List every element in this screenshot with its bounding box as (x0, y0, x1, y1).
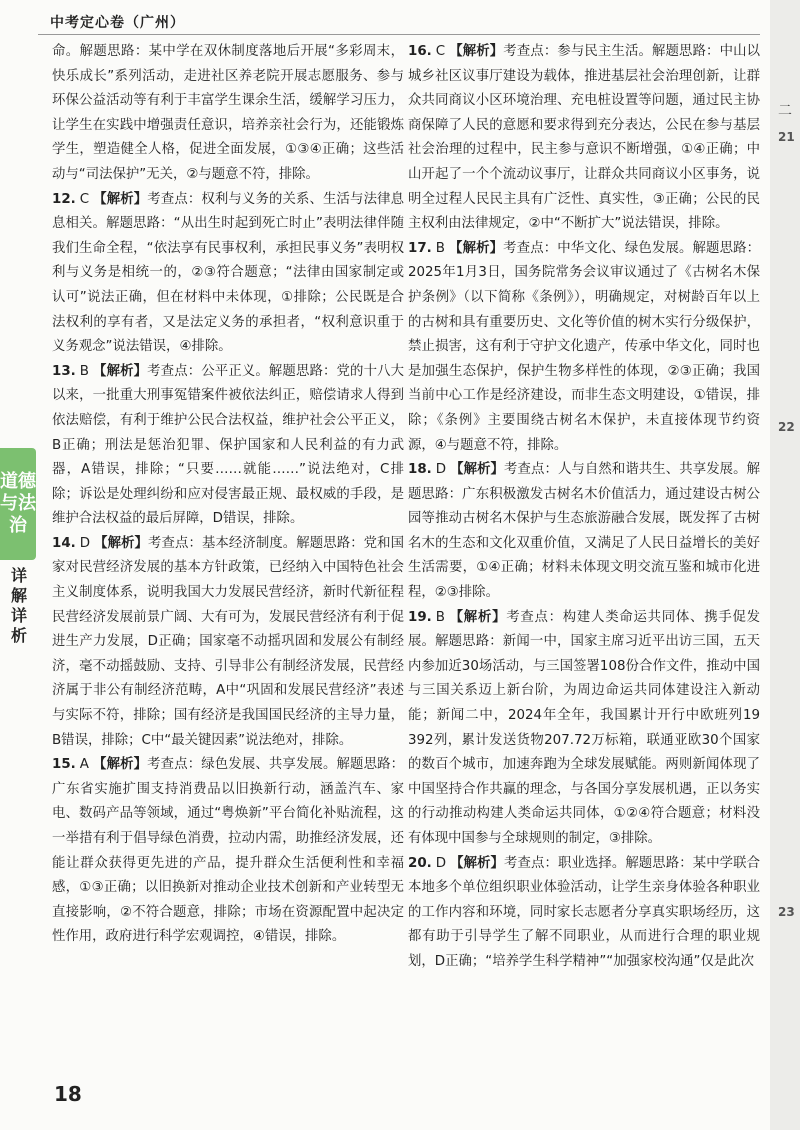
question-number: 16. (408, 44, 432, 59)
analysis-tag: 【解析】 (449, 44, 504, 59)
section-label-char4: 析 (10, 626, 27, 645)
adjacent-page-edge (770, 0, 800, 1130)
right-column (408, 40, 760, 975)
answer-letter: A (79, 757, 89, 773)
answer-item-12 (52, 188, 404, 360)
adjacent-page-mark-23: 23 (778, 905, 795, 919)
answer-letter: B (79, 363, 89, 379)
continued-answer-text: 命。解题思路：某中学在双休制度落地后开展“多彩周末，快乐成长”系列活动，走进社区养老院开展志愿服务、参与环保公益活动等有利于丰富学生课余生活，缓解学习压力，让学生在实践中增强责任意识，培养亲社会行为，还能锻炼学生，塑造健全人格，促进全面发展，①③④正确；这些活动与“司法保护”无关，②与题意不符，排除。 (52, 44, 404, 182)
adjacent-page-dash: 二 (778, 103, 792, 119)
answer-item-16 (408, 40, 760, 237)
page-header-title: 中考定心卷（广州） (50, 15, 185, 31)
answer-item-13 (52, 360, 404, 532)
analysis-text: 考查点：权利与义务的关系、生活与法律息息相关。解题思路：“从出生时起到死亡时止”表明法律伴随我们生命全程，“依法享有民事权利，承担民事义务”表明权利与义务是相统一的，②③符合题意；“法律由国家制定或认可”说法正确，但在材料中未体现，①排除；公民既是合法权利的享有者，又是法定义务的承担者，“权利意识重于义务观念”说法错误，④排除。 (52, 191, 405, 355)
analysis-text: 考查点：基本经济制度。解题思路：党和国家对民营经济发展的基本方针政策，已经纳入中国特色社会主义制度体系，说明我国大力发展民营经济，新时代新征程民营经济发展前景广阔、大有可为，发展民营经济有利于促进生产力发展，D正确；国家毫不动摇巩固和发展公有制经济，毫不动摇鼓励、支持、引导非公有制经济发展，民营经济属于非公有制经济范畴，A中“巩固和发展民营经济”表述与实际不符，排除；国有经济是我国国民经济的主导力量，B错误，排除；C中“最关键因素”说法绝对，排除。 (52, 535, 405, 748)
question-number: 14. (52, 535, 76, 551)
question-number: 18. (408, 462, 432, 478)
answer-item-19 (408, 606, 760, 852)
analysis-text: 考查点：公平正义。解题思路：党的十八大以来，一批重大刑事冤错案件被依法纠正，赔偿请求人得到依法赔偿，有利于维护公民合法权益，维护社会公平正义，B正确；刑法是惩治犯罪、保护国家和人民利益的有力武器，A错误，排除；“只要……就能……”说法绝对，C排除；诉讼是处理纠纷和应对侵害最正规、最权威的手段，是维护合法权益的最后屏障，D错误，排除。 (52, 363, 405, 527)
analysis-tag: 【解析】 (93, 191, 148, 207)
header-divider (38, 34, 760, 35)
section-side-label (6, 566, 32, 646)
analysis-tag: 【解析】 (92, 757, 148, 773)
analysis-tag: 【解析】 (94, 535, 149, 551)
answer-letter: B (435, 240, 445, 256)
analysis-text: 考查点：参与民主生活。解题思路：中山以城乡社区议事厅建设为载体，推进基层社会治理创新，让群众共同商议小区环境治理、充电桩设置等问题，通过民主协商保障了人民的意愿和要求得到充分表达，公民在参与基层社会治理的过程中，民主参与意识不断增强，①④正确；中山开起了一个个流动议事厅，让群众共同商议小区事务，说明全过程人民民主具有广泛性、真实性，③正确；公民的民主权利由法律规定，②中“不断扩大”说法错误，排除。 (408, 44, 761, 232)
section-label-char2: 解 (10, 586, 27, 605)
answer-item-18 (408, 458, 760, 606)
analysis-tag: 【解析】 (448, 240, 504, 256)
answer-letter: C (79, 191, 90, 207)
analysis-text: 考查点：人与自然和谐共生、共享发展。解题思路：广东积极激发古树名木价值活力，通过建设古树公园等推动古树名木保护与生态旅游融合发展，既发挥了古树名木的生态和文化双重价值，又满足了人民日益增长的美好生活需要，①④正确；材料未体现文明交流互鉴和城市化进程，②③排除。 (408, 462, 761, 601)
answer-item-20 (408, 852, 760, 975)
analysis-tag: 【解析】 (450, 462, 505, 478)
section-label-char1: 详 (10, 566, 27, 585)
analysis-text: 考查点：职业选择。解题思路：某中学联合本地多个单位组织职业体验活动，让学生亲身体验各种职业的工作内容和环境，同时家长志愿者分享真实职场经历，这都有助于引导学生了解不同职业，从而进行合理的职业规划，D正确；“培养学生科学精神”“加强家校沟通”仅是此次 (408, 855, 761, 969)
question-number: 20. (408, 855, 432, 871)
question-number: 17. (408, 240, 432, 256)
question-number: 19. (408, 609, 432, 625)
question-number: 15. (52, 757, 76, 773)
answer-item-17 (408, 237, 760, 458)
subject-label-line3: 治 (9, 515, 27, 536)
analysis-text: 考查点：绿色发展、共享发展。解题思路：广东省实施扩围支持消费品以旧换新行动，涵盖汽车、家电、数码产品等领域，通过“粤焕新”平台简化补贴流程，这一举措有利于倡导绿色消费，拉动内需，助推经济发展，还能让群众获得更先进的产品，提升群众生活便利性和幸福感，①③正确；以旧换新对推动企业技术创新和产业转型无直接影响，②不符合题意，排除；市场在资源配置中起决定性作用，政府进行科学宏观调控，④错误，排除。 (52, 757, 405, 945)
answer-letter: C (435, 44, 446, 59)
left-column (52, 40, 404, 950)
page-number: 18 (54, 1082, 82, 1106)
analysis-text: 考查点：构建人类命运共同体、携手促发展。解题思路：新闻一中，国家主席习近平出访三国，五天内参加近30场活动，与三国签署108份合作文件，推动中国与三国关系迈上新台阶，为周边命运共同体建设注入新动能；新闻二中，2024年全年，我国累计开行中欧班列19 392列，累计发送货物207.72万标箱，联通亚欧30个国家的数百个城市，加速奔跑为全球发展赋能。两则新闻体现了中国坚持合作共赢的理念，与各国分享发展机遇，正以务实的行动推动构建人类命运共同体，①②④符合题意；材料没有体现中国参与全球规则的制定，③排除。 (408, 609, 761, 846)
adjacent-page-mark-21: 21 (778, 130, 795, 144)
analysis-text: 考查点：中华文化、绿色发展。解题思路：2025年1月3日，国务院常务会议审议通过了《古树名木保护条例》（以下简称《条例》），明确规定，对树龄百年以上的古树和具有重要历史、文化等价值的树木实行分级保护，禁止损害，这有利于守护文化遗产，传承中华文化，同时也是加强生态保护，保护生物多样性的体现，②③正确；我国当前中心工作是经济建设，而非生态文明建设，①错误，排除；《条例》主要围绕古树名木保护，未直接体现节约资源，④与题意不符，排除。 (408, 240, 761, 453)
analysis-tag: 【解析】 (92, 363, 148, 379)
question-number: 13. (52, 363, 76, 379)
subject-label-line1: 道德 (0, 471, 36, 492)
analysis-tag: 【解析】 (448, 609, 507, 625)
answer-letter: B (435, 609, 445, 625)
subject-label-line2: 与法 (0, 493, 36, 514)
adjacent-page-mark-22: 22 (778, 420, 795, 434)
answer-letter: D (435, 855, 447, 871)
answer-letter: D (435, 462, 447, 478)
answer-letter: D (79, 535, 91, 551)
answer-item-14 (52, 532, 404, 753)
section-label-char3: 详 (10, 606, 27, 625)
subject-side-tab (0, 448, 36, 560)
answer-item-15 (52, 753, 404, 950)
question-number: 12. (52, 191, 76, 207)
analysis-tag: 【解析】 (450, 855, 505, 871)
